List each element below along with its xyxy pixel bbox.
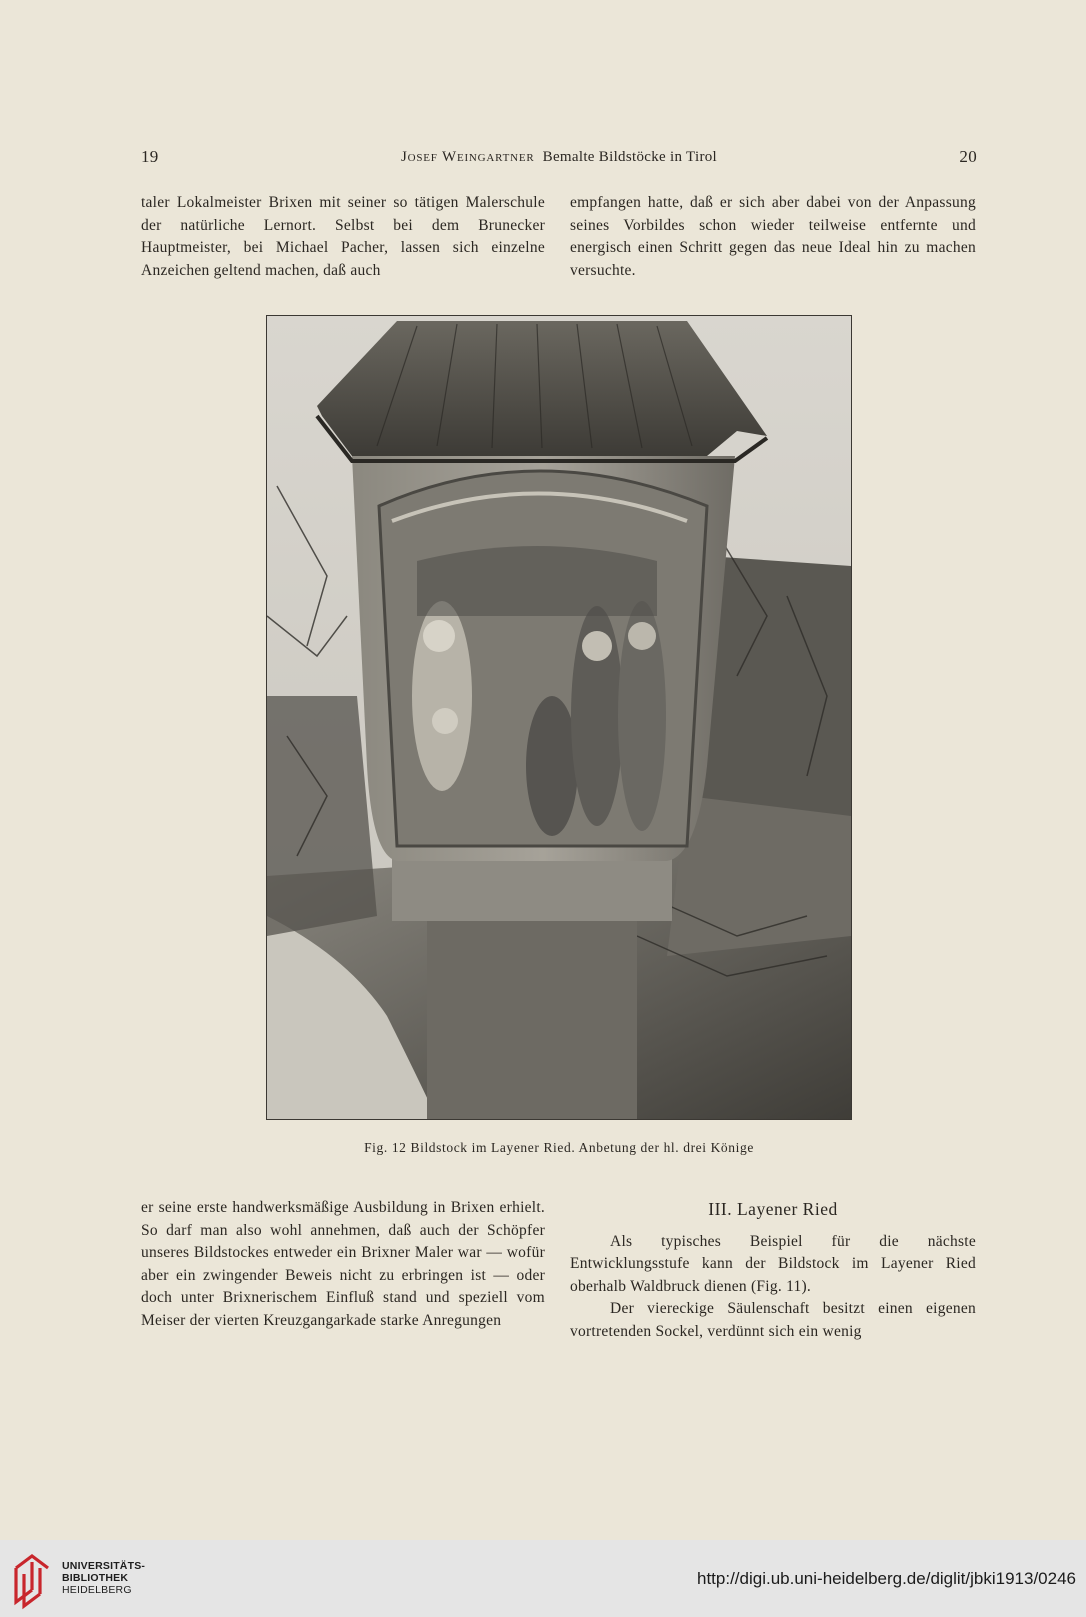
paragraph: taler Lokalmeister Brixen mit seiner so tätigen Malerschule der natürliche Lernort. Selbst bei dem Brunecker Hauptmeister, bei Michael Pacher, lassen sich einzelne Anzeichen geltend machen, daß auch	[141, 194, 545, 279]
header-author: Josef Weingartner	[400, 149, 535, 165]
figure-photograph	[266, 315, 852, 1120]
bildstock-photo-icon	[267, 316, 851, 1119]
library-name-line: BIBLIOTHEK	[62, 1572, 129, 1584]
library-name	[62, 1560, 145, 1596]
source-url-link[interactable]: http://digi.ub.uni-heidelberg.de/diglit/jbki1913/0246	[697, 1569, 1076, 1588]
page-number-right: 20	[959, 147, 977, 166]
library-logo-icon	[10, 1548, 65, 1610]
paragraph: Der viereckige Säulenschaft besitzt einen eigenen vortretenden Sockel, verdünnt sich ein wenig	[570, 1300, 976, 1340]
header-title: Bemalte Bildstöcke in Tirol	[542, 149, 718, 165]
column-right-bottom	[570, 1198, 976, 1343]
library-name-line: HEIDELBERG	[62, 1584, 132, 1596]
running-header	[141, 147, 977, 171]
figure-caption: Fig. 12 Bildstock im Layener Ried. Anbetung der hl. drei Könige	[364, 1140, 754, 1155]
section-heading: III. Layener Ried	[708, 1199, 838, 1219]
paragraph: Als typisches Beispiel für die nächste Entwicklungsstufe kann der Bildstock im Layener Ried oberhalb Waldbruck dienen (Fig. 11).	[570, 1232, 976, 1295]
paragraph: er seine erste handwerksmäßige Ausbildung in Brixen erhielt. So darf man also wohl annehmen, daß auch der Schöpfer unseres Bildstockes entweder ein Brixner Maler war — wofür aber ein zwingender Beweis nicht zu erbringen ist — oder doch unter Brixnerischem Einfluß stand und speziell vom Meiser der vierten Kreuzgangarkade starke Anregungen	[141, 1199, 545, 1329]
library-footer	[0, 1540, 1086, 1617]
paragraph: empfangen hatte, daß er sich aber dabei von der Anpassung seines Vorbildes schon wieder teilweise entfernte und energisch einen Schritt gegen das neue Ideal hin zu machen versuchte.	[570, 194, 976, 279]
library-name-line: UNIVERSITÄTS-	[62, 1560, 146, 1572]
column-left-bottom	[141, 1197, 545, 1332]
header-title-line	[141, 149, 977, 166]
column-left-top	[141, 192, 545, 282]
page-number-left: 19	[141, 147, 159, 166]
column-right-top	[570, 192, 976, 282]
